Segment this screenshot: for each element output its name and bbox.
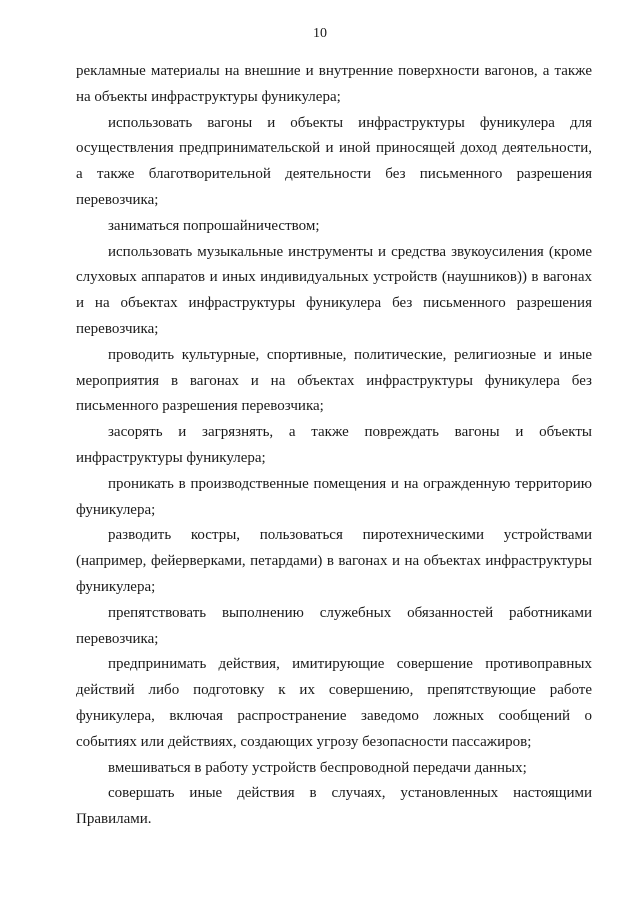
paragraph: проникать в производственные помещения и на огражденную территорию фуникулера; [76, 475, 592, 518]
paragraph: предпринимать действия, имитирующие совершение противоправных действий либо подготовку к их совершению, препятствующие работе фуникулера, включая распространение заведомо ложных сообщений о событиях или действиях, создающих угрозу безопасности пассажиров; [76, 656, 592, 750]
paragraph: использовать вагоны и объекты инфраструктуры фуникулера для осуществления предпринимательской и иной приносящей доход деятельности, а также благотворительной деятельности без письменного разрешения перевозчика; [76, 114, 592, 208]
paragraph: использовать музыкальные инструменты и средства звукоусиления (кроме слуховых аппаратов и иных индивидуальных устройств (наушников)) в вагонах и на объектах инфраструктуры фуникулера без письменного разрешения перевозчика; [76, 243, 592, 337]
document-body [76, 59, 592, 833]
paragraph: препятствовать выполнению служебных обязанностей работниками перевозчика; [76, 604, 592, 647]
page-number: 10 [313, 26, 327, 41]
paragraph: вмешиваться в работу устройств беспроводной передачи данных; [108, 759, 527, 776]
paragraph: засорять и загрязнять, а также повреждать вагоны и объекты инфраструктуры фуникулера; [76, 424, 592, 466]
paragraph: заниматься попрошайничеством; [108, 217, 320, 234]
paragraph: рекламные материалы на внешние и внутренние поверхности вагонов, а также на объекты инфраструктуры фуникулера; [76, 63, 592, 105]
paragraph: проводить культурные, спортивные, политические, религиозные и иные мероприятия в вагонах и на объектах инфраструктуры фуникулера без письменного разрешения перевозчика; [76, 346, 592, 415]
paragraph: совершать иные действия в случаях, установленных настоящими Правилами. [76, 785, 592, 828]
paragraph: разводить костры, пользоваться пиротехническими устройствами (например, фейерверками, петардами) в вагонах и на объектах инфраструктуры фуникулера; [76, 527, 592, 595]
